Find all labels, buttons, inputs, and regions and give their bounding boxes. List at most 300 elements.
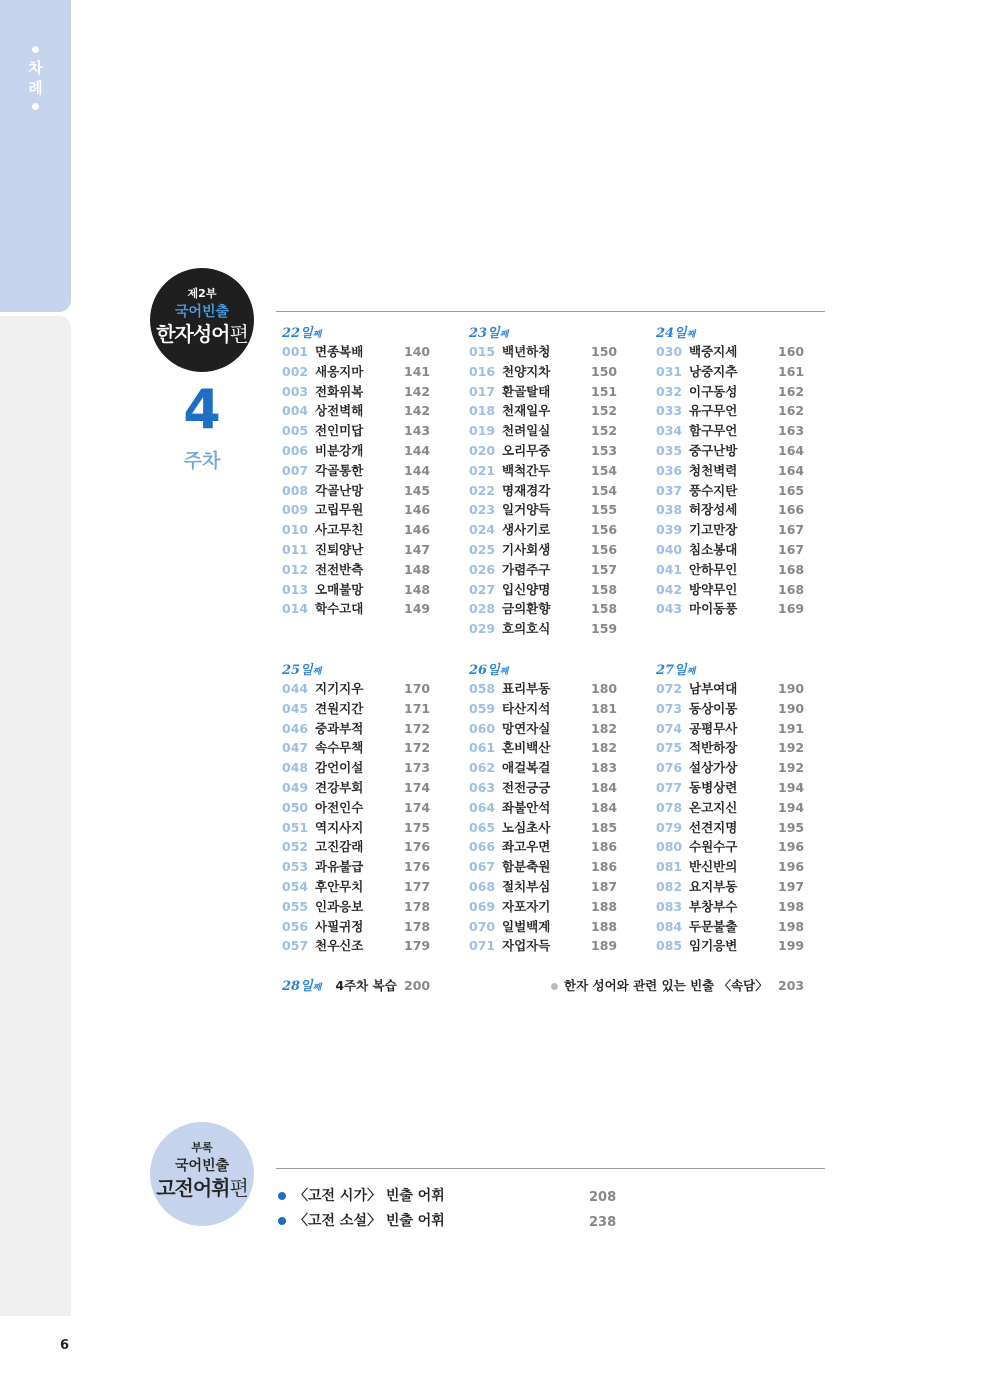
toc-entry[interactable] — [656, 857, 806, 877]
entry-title: 가렴주구 — [502, 561, 551, 577]
toc-entry[interactable] — [282, 837, 432, 857]
entry-title: 견강부회 — [315, 780, 364, 795]
entry-page: 175 — [404, 819, 431, 835]
entry-page: 189 — [591, 938, 618, 954]
entry-number: 026 — [469, 561, 496, 577]
entry-page: 184 — [591, 780, 618, 795]
entry-title: 함구무언 — [689, 423, 738, 439]
entry-page: 187 — [591, 879, 618, 894]
entry-page: 197 — [778, 879, 805, 894]
entry-number: 081 — [656, 859, 683, 875]
toc-entry[interactable] — [656, 342, 806, 362]
entry-title: 전전반측 — [315, 561, 364, 577]
entry-number: 016 — [469, 363, 496, 379]
toc-entry[interactable] — [469, 877, 619, 897]
toc-entry[interactable] — [469, 719, 619, 739]
entry-page: 160 — [778, 344, 805, 359]
entry-number: 065 — [469, 819, 496, 835]
entry-page: 181 — [591, 700, 618, 716]
entry-title: 온고지신 — [689, 799, 738, 815]
entry-number: 025 — [469, 542, 496, 557]
entry-page: 191 — [778, 720, 805, 736]
entry-page: 162 — [778, 383, 805, 399]
toc-entry[interactable] — [656, 679, 806, 699]
toc-entry[interactable] — [282, 401, 432, 421]
entry-page: 167 — [778, 522, 805, 538]
entry-title: 비분강개 — [315, 443, 364, 458]
toc-entry[interactable] — [282, 599, 432, 619]
entry-title: 두문불출 — [689, 918, 738, 934]
toc-entry[interactable] — [656, 441, 806, 461]
entry-title: 절치부심 — [502, 879, 551, 894]
toc-entry[interactable] — [656, 758, 806, 778]
entry-page: 162 — [778, 403, 805, 419]
toc-entry[interactable] — [469, 857, 619, 877]
entry-title: 지기지우 — [315, 681, 364, 696]
entry-title: 천려일실 — [502, 423, 551, 439]
toc-entry[interactable] — [282, 699, 432, 719]
toc-entry[interactable] — [656, 382, 806, 402]
entry-page: 152 — [591, 423, 618, 439]
entry-title: 천양지차 — [502, 363, 551, 379]
entry-title: 사고무친 — [315, 522, 364, 538]
entry-title: 안하무인 — [689, 561, 738, 577]
toc-entry[interactable] — [282, 857, 432, 877]
entry-title: 요지부동 — [689, 879, 738, 894]
entry-number: 078 — [656, 799, 683, 815]
entry-page: 143 — [404, 423, 431, 439]
day-heading-label: 26일 — [469, 663, 500, 678]
entry-title: 방약무인 — [689, 581, 738, 597]
toc-entry[interactable] — [656, 580, 806, 600]
toc-entry[interactable] — [656, 778, 806, 798]
toc-entry[interactable] — [656, 362, 806, 382]
appendix-item[interactable] — [278, 1210, 617, 1232]
special-page — [778, 976, 804, 996]
entry-number: 077 — [656, 780, 683, 795]
entry-number: 013 — [282, 581, 309, 597]
entry-title: 후안무치 — [315, 879, 364, 894]
appendix-item[interactable] — [278, 1185, 617, 1207]
toc-entry[interactable] — [469, 699, 619, 719]
entry-page: 174 — [404, 780, 431, 795]
entry-title: 선견지명 — [689, 819, 738, 835]
entry-number: 076 — [656, 760, 683, 776]
entry-title: 고립무원 — [315, 502, 364, 518]
toc-entry[interactable] — [469, 580, 619, 600]
entry-title: 좌고우면 — [502, 839, 551, 855]
entry-number: 021 — [469, 462, 496, 478]
toc-entry[interactable] — [469, 342, 619, 362]
entry-number: 071 — [469, 938, 496, 954]
entry-number: 056 — [282, 918, 309, 934]
entry-page: 144 — [404, 462, 431, 478]
entry-page: 171 — [404, 700, 431, 716]
appendix-item-title: 〈고전 시가〉 빈출 어휘 — [294, 1188, 445, 1204]
toc-entry[interactable] — [282, 461, 432, 481]
entry-number: 045 — [282, 700, 309, 716]
appendix-badge — [150, 1122, 254, 1226]
appendix-item-page: 208 — [589, 1190, 617, 1205]
entry-title: 백년하청 — [502, 344, 551, 359]
toc-entry[interactable] — [469, 619, 619, 639]
entry-number: 037 — [656, 482, 683, 498]
toc-entry[interactable] — [282, 560, 432, 580]
entry-number: 039 — [656, 522, 683, 538]
toc-entry[interactable] — [656, 560, 806, 580]
entry-number: 063 — [469, 780, 496, 795]
entry-title: 속수무책 — [315, 740, 364, 756]
entry-page: 144 — [404, 443, 431, 458]
entry-number: 073 — [656, 700, 683, 716]
appendix-divider — [276, 1168, 825, 1169]
entry-page: 168 — [778, 581, 805, 597]
day-heading — [656, 659, 695, 678]
appendix-subtitle: 국어빈출 — [174, 1158, 230, 1174]
entry-number: 005 — [282, 423, 309, 439]
entry-page: 174 — [404, 799, 431, 815]
day-heading-label: 27일 — [656, 663, 687, 678]
entry-page: 183 — [591, 760, 618, 776]
toc-entry[interactable] — [656, 798, 806, 818]
toc-entry[interactable] — [656, 738, 806, 758]
toc-entry[interactable] — [656, 818, 806, 838]
toc-entry[interactable] — [282, 917, 432, 937]
toc-entry[interactable] — [469, 758, 619, 778]
entry-page: 161 — [778, 363, 805, 379]
toc-entry[interactable] — [656, 877, 806, 897]
day-heading — [282, 659, 321, 678]
entry-number: 029 — [469, 621, 496, 637]
week-number: 4 — [183, 378, 221, 441]
day-heading — [469, 659, 508, 678]
toc-entry[interactable] — [282, 520, 432, 540]
entry-page: 194 — [778, 780, 805, 795]
day-heading — [282, 979, 321, 994]
entry-number: 048 — [282, 760, 309, 776]
day-heading-label: 28일 — [282, 979, 313, 994]
toc-entry[interactable] — [469, 362, 619, 382]
entry-number: 062 — [469, 760, 496, 776]
toc-entry[interactable] — [469, 917, 619, 937]
toc-entry[interactable] — [469, 897, 619, 917]
toc-entry[interactable] — [656, 481, 806, 501]
page-number: 6 — [60, 1338, 70, 1353]
toc-entry[interactable] — [469, 560, 619, 580]
entry-page: 146 — [404, 522, 431, 538]
entry-title: 동병상련 — [689, 780, 738, 795]
day-heading-suffix: 째 — [686, 330, 696, 340]
entry-title: 명재경각 — [502, 482, 551, 498]
entry-title: 전전긍긍 — [502, 780, 551, 795]
toc-entry[interactable] — [282, 342, 432, 362]
entry-number: 011 — [282, 542, 309, 557]
bullet-icon — [551, 983, 558, 990]
part-subtitle: 국어빈출 — [174, 304, 230, 320]
entry-page: 190 — [778, 681, 805, 696]
entry-number: 058 — [469, 681, 496, 696]
entry-number: 057 — [282, 938, 309, 954]
entry-title: 오리무중 — [502, 443, 551, 458]
toc-entry[interactable] — [656, 540, 806, 560]
entry-page: 163 — [778, 423, 805, 439]
entry-number: 075 — [656, 740, 683, 756]
special-page-number: 203 — [778, 978, 805, 993]
entry-title: 각골난망 — [315, 482, 364, 498]
dot-icon — [32, 103, 39, 110]
entry-title: 공평무사 — [689, 720, 738, 736]
entry-page: 182 — [591, 740, 618, 756]
entry-page: 159 — [591, 621, 618, 637]
entry-title: 노심초사 — [502, 819, 551, 835]
entry-page: 170 — [404, 681, 431, 696]
toc-entry[interactable] — [656, 461, 806, 481]
entry-page: 164 — [778, 443, 805, 458]
entry-page: 157 — [591, 561, 618, 577]
entry-page: 166 — [778, 502, 805, 518]
entry-number: 059 — [469, 700, 496, 716]
entry-number: 032 — [656, 383, 683, 399]
day28-entry[interactable] — [282, 976, 397, 998]
toc-entry[interactable] — [469, 500, 619, 520]
toc-entry[interactable] — [469, 520, 619, 540]
entry-title: 생사기로 — [502, 522, 551, 538]
toc-entry[interactable] — [469, 599, 619, 619]
entry-number: 034 — [656, 423, 683, 439]
entry-title: 타산지석 — [502, 700, 551, 716]
entry-number: 030 — [656, 344, 683, 359]
toc-entry[interactable] — [282, 540, 432, 560]
toc-entry[interactable] — [469, 798, 619, 818]
entry-title: 사필귀정 — [315, 918, 364, 934]
toc-entry[interactable] — [656, 837, 806, 857]
appendix-label: 부록 — [191, 1141, 213, 1154]
entry-page: 188 — [591, 918, 618, 934]
toc-entry[interactable] — [282, 936, 432, 956]
section-divider — [276, 311, 825, 312]
entry-title: 자업자득 — [502, 938, 551, 954]
entry-page: 172 — [404, 720, 431, 736]
entry-number: 079 — [656, 819, 683, 835]
entry-number: 084 — [656, 918, 683, 934]
entry-number: 028 — [469, 601, 496, 617]
entry-page: 192 — [778, 760, 805, 776]
entry-number: 047 — [282, 740, 309, 756]
entry-page: 180 — [591, 681, 618, 696]
day-heading-suffix: 째 — [312, 983, 322, 993]
sidebar-bottom-panel — [0, 316, 71, 1316]
entry-title: 천우신조 — [315, 938, 364, 954]
toc-entry[interactable] — [656, 719, 806, 739]
entry-page: 192 — [778, 740, 805, 756]
toc-entry[interactable] — [282, 500, 432, 520]
entry-title: 백중지세 — [689, 344, 738, 359]
sidebar-title-text — [0, 58, 71, 98]
entry-number: 009 — [282, 502, 309, 518]
toc-entry[interactable] — [469, 401, 619, 421]
entry-number: 070 — [469, 918, 496, 934]
entry-number: 036 — [656, 462, 683, 478]
entry-page: 165 — [778, 482, 805, 498]
toc-entry[interactable] — [656, 936, 806, 956]
entry-title: 전인미답 — [315, 423, 364, 439]
day-heading-label: 25일 — [282, 663, 313, 678]
toc-entry[interactable] — [282, 481, 432, 501]
entry-title: 마이동풍 — [689, 601, 738, 617]
entry-title: 수원수구 — [689, 839, 738, 855]
entry-title: 동상이몽 — [689, 700, 738, 716]
entry-page: 186 — [591, 859, 618, 875]
entry-page: 142 — [404, 383, 431, 399]
entry-title: 일거양득 — [502, 502, 551, 518]
entry-title: 면종복배 — [315, 344, 364, 359]
entry-title: 새옹지마 — [315, 363, 364, 379]
entry-page: 178 — [404, 918, 431, 934]
entry-title: 학수고대 — [315, 601, 364, 617]
day28-title: 4주차 복습 — [335, 978, 397, 993]
entry-title: 환골탈태 — [502, 383, 551, 399]
entry-number: 049 — [282, 780, 309, 795]
toc-entry[interactable] — [469, 738, 619, 758]
part-label: 제2부 — [187, 287, 217, 300]
entry-page: 153 — [591, 443, 618, 458]
toc-entry[interactable] — [282, 382, 432, 402]
toc-entry[interactable] — [282, 421, 432, 441]
entry-number: 027 — [469, 581, 496, 597]
toc-entry[interactable] — [469, 441, 619, 461]
toc-entry[interactable] — [656, 897, 806, 917]
entry-title: 부창부수 — [689, 898, 738, 914]
entry-title: 임기응변 — [689, 938, 738, 954]
entry-title: 과유불급 — [315, 859, 364, 875]
entry-page: 168 — [778, 561, 805, 577]
entry-page: 151 — [591, 383, 618, 399]
entry-page: 196 — [778, 859, 805, 875]
toc-entry[interactable] — [469, 837, 619, 857]
toc-entry[interactable] — [282, 580, 432, 600]
entry-number: 055 — [282, 898, 309, 914]
toc-entry[interactable] — [282, 758, 432, 778]
entry-page: 158 — [591, 601, 618, 617]
special-entry[interactable] — [551, 976, 768, 996]
bullet-icon — [278, 1192, 286, 1200]
entry-page: 155 — [591, 502, 618, 518]
appendix-title — [150, 1175, 254, 1201]
entry-number: 051 — [282, 819, 309, 835]
toc-entry[interactable] — [469, 382, 619, 402]
toc-entry[interactable] — [656, 520, 806, 540]
entry-number: 014 — [282, 601, 309, 617]
day-heading — [469, 322, 508, 341]
entry-number: 082 — [656, 879, 683, 894]
entry-title: 진퇴양난 — [315, 542, 364, 557]
sidebar-title — [0, 46, 71, 110]
toc-entry[interactable] — [469, 936, 619, 956]
toc-entry[interactable] — [656, 421, 806, 441]
entry-page: 164 — [778, 462, 805, 478]
toc-entry[interactable] — [656, 401, 806, 421]
appendix-item-page: 238 — [589, 1215, 617, 1230]
entry-number: 080 — [656, 839, 683, 855]
entry-title: 풍수지탄 — [689, 482, 738, 498]
entry-title: 호의호식 — [502, 621, 551, 637]
entry-number: 001 — [282, 344, 309, 359]
toc-entry[interactable] — [469, 778, 619, 798]
entry-page: 198 — [778, 918, 805, 934]
entry-page: 148 — [404, 561, 431, 577]
day-heading-label: 22일 — [282, 326, 313, 341]
entry-page: 176 — [404, 859, 431, 875]
part-title-main: 한자성어 — [156, 322, 230, 346]
toc-entry[interactable] — [656, 599, 806, 619]
toc-entry[interactable] — [282, 778, 432, 798]
entry-title: 표리부동 — [502, 681, 551, 696]
entry-title: 중구난방 — [689, 443, 738, 458]
toc-entry[interactable] — [469, 818, 619, 838]
day-heading-suffix: 째 — [312, 667, 322, 677]
toc-entry[interactable] — [656, 699, 806, 719]
entry-page: 169 — [778, 601, 805, 617]
entry-page: 199 — [778, 938, 805, 954]
entry-title: 청천벽력 — [689, 462, 738, 478]
toc-entry[interactable] — [469, 540, 619, 560]
entry-number: 068 — [469, 879, 496, 894]
entry-page: 186 — [591, 839, 618, 855]
entry-title: 낭중지추 — [689, 363, 738, 379]
entry-page: 176 — [404, 839, 431, 855]
toc-entry[interactable] — [282, 362, 432, 382]
toc-entry[interactable] — [282, 798, 432, 818]
entry-title: 각골통한 — [315, 462, 364, 478]
entry-number: 015 — [469, 344, 496, 359]
toc-entry[interactable] — [469, 421, 619, 441]
entry-number: 008 — [282, 482, 309, 498]
toc-entry[interactable] — [469, 481, 619, 501]
toc-entry[interactable] — [282, 897, 432, 917]
toc-entry[interactable] — [656, 500, 806, 520]
entry-page: 152 — [591, 403, 618, 419]
entry-number: 050 — [282, 799, 309, 815]
toc-entry[interactable] — [469, 679, 619, 699]
toc-entry[interactable] — [282, 441, 432, 461]
entry-number: 010 — [282, 522, 309, 538]
entry-page: 178 — [404, 898, 431, 914]
toc-entry[interactable] — [282, 738, 432, 758]
entry-number: 023 — [469, 502, 496, 518]
entry-page: 150 — [591, 363, 618, 379]
entry-number: 060 — [469, 720, 496, 736]
toc-entry[interactable] — [282, 719, 432, 739]
toc-entry[interactable] — [469, 461, 619, 481]
toc-entry[interactable] — [282, 679, 432, 699]
entry-number: 066 — [469, 839, 496, 855]
entry-page: 194 — [778, 799, 805, 815]
entry-page: 172 — [404, 740, 431, 756]
toc-entry[interactable] — [282, 818, 432, 838]
entry-title: 상전벽해 — [315, 403, 364, 419]
day-heading — [656, 322, 695, 341]
day-heading-suffix: 째 — [686, 667, 696, 677]
toc-entry[interactable] — [282, 877, 432, 897]
entry-number: 053 — [282, 859, 309, 875]
entry-title: 함분축원 — [502, 859, 551, 875]
day-heading-suffix: 째 — [499, 330, 509, 340]
entry-page: 142 — [404, 403, 431, 419]
special-title: 한자 성어와 관련 있는 빈출 〈속담〉 — [564, 978, 768, 993]
toc-entry[interactable] — [656, 917, 806, 937]
entry-number: 018 — [469, 403, 496, 419]
sidebar-char-1: 차 — [28, 59, 43, 77]
